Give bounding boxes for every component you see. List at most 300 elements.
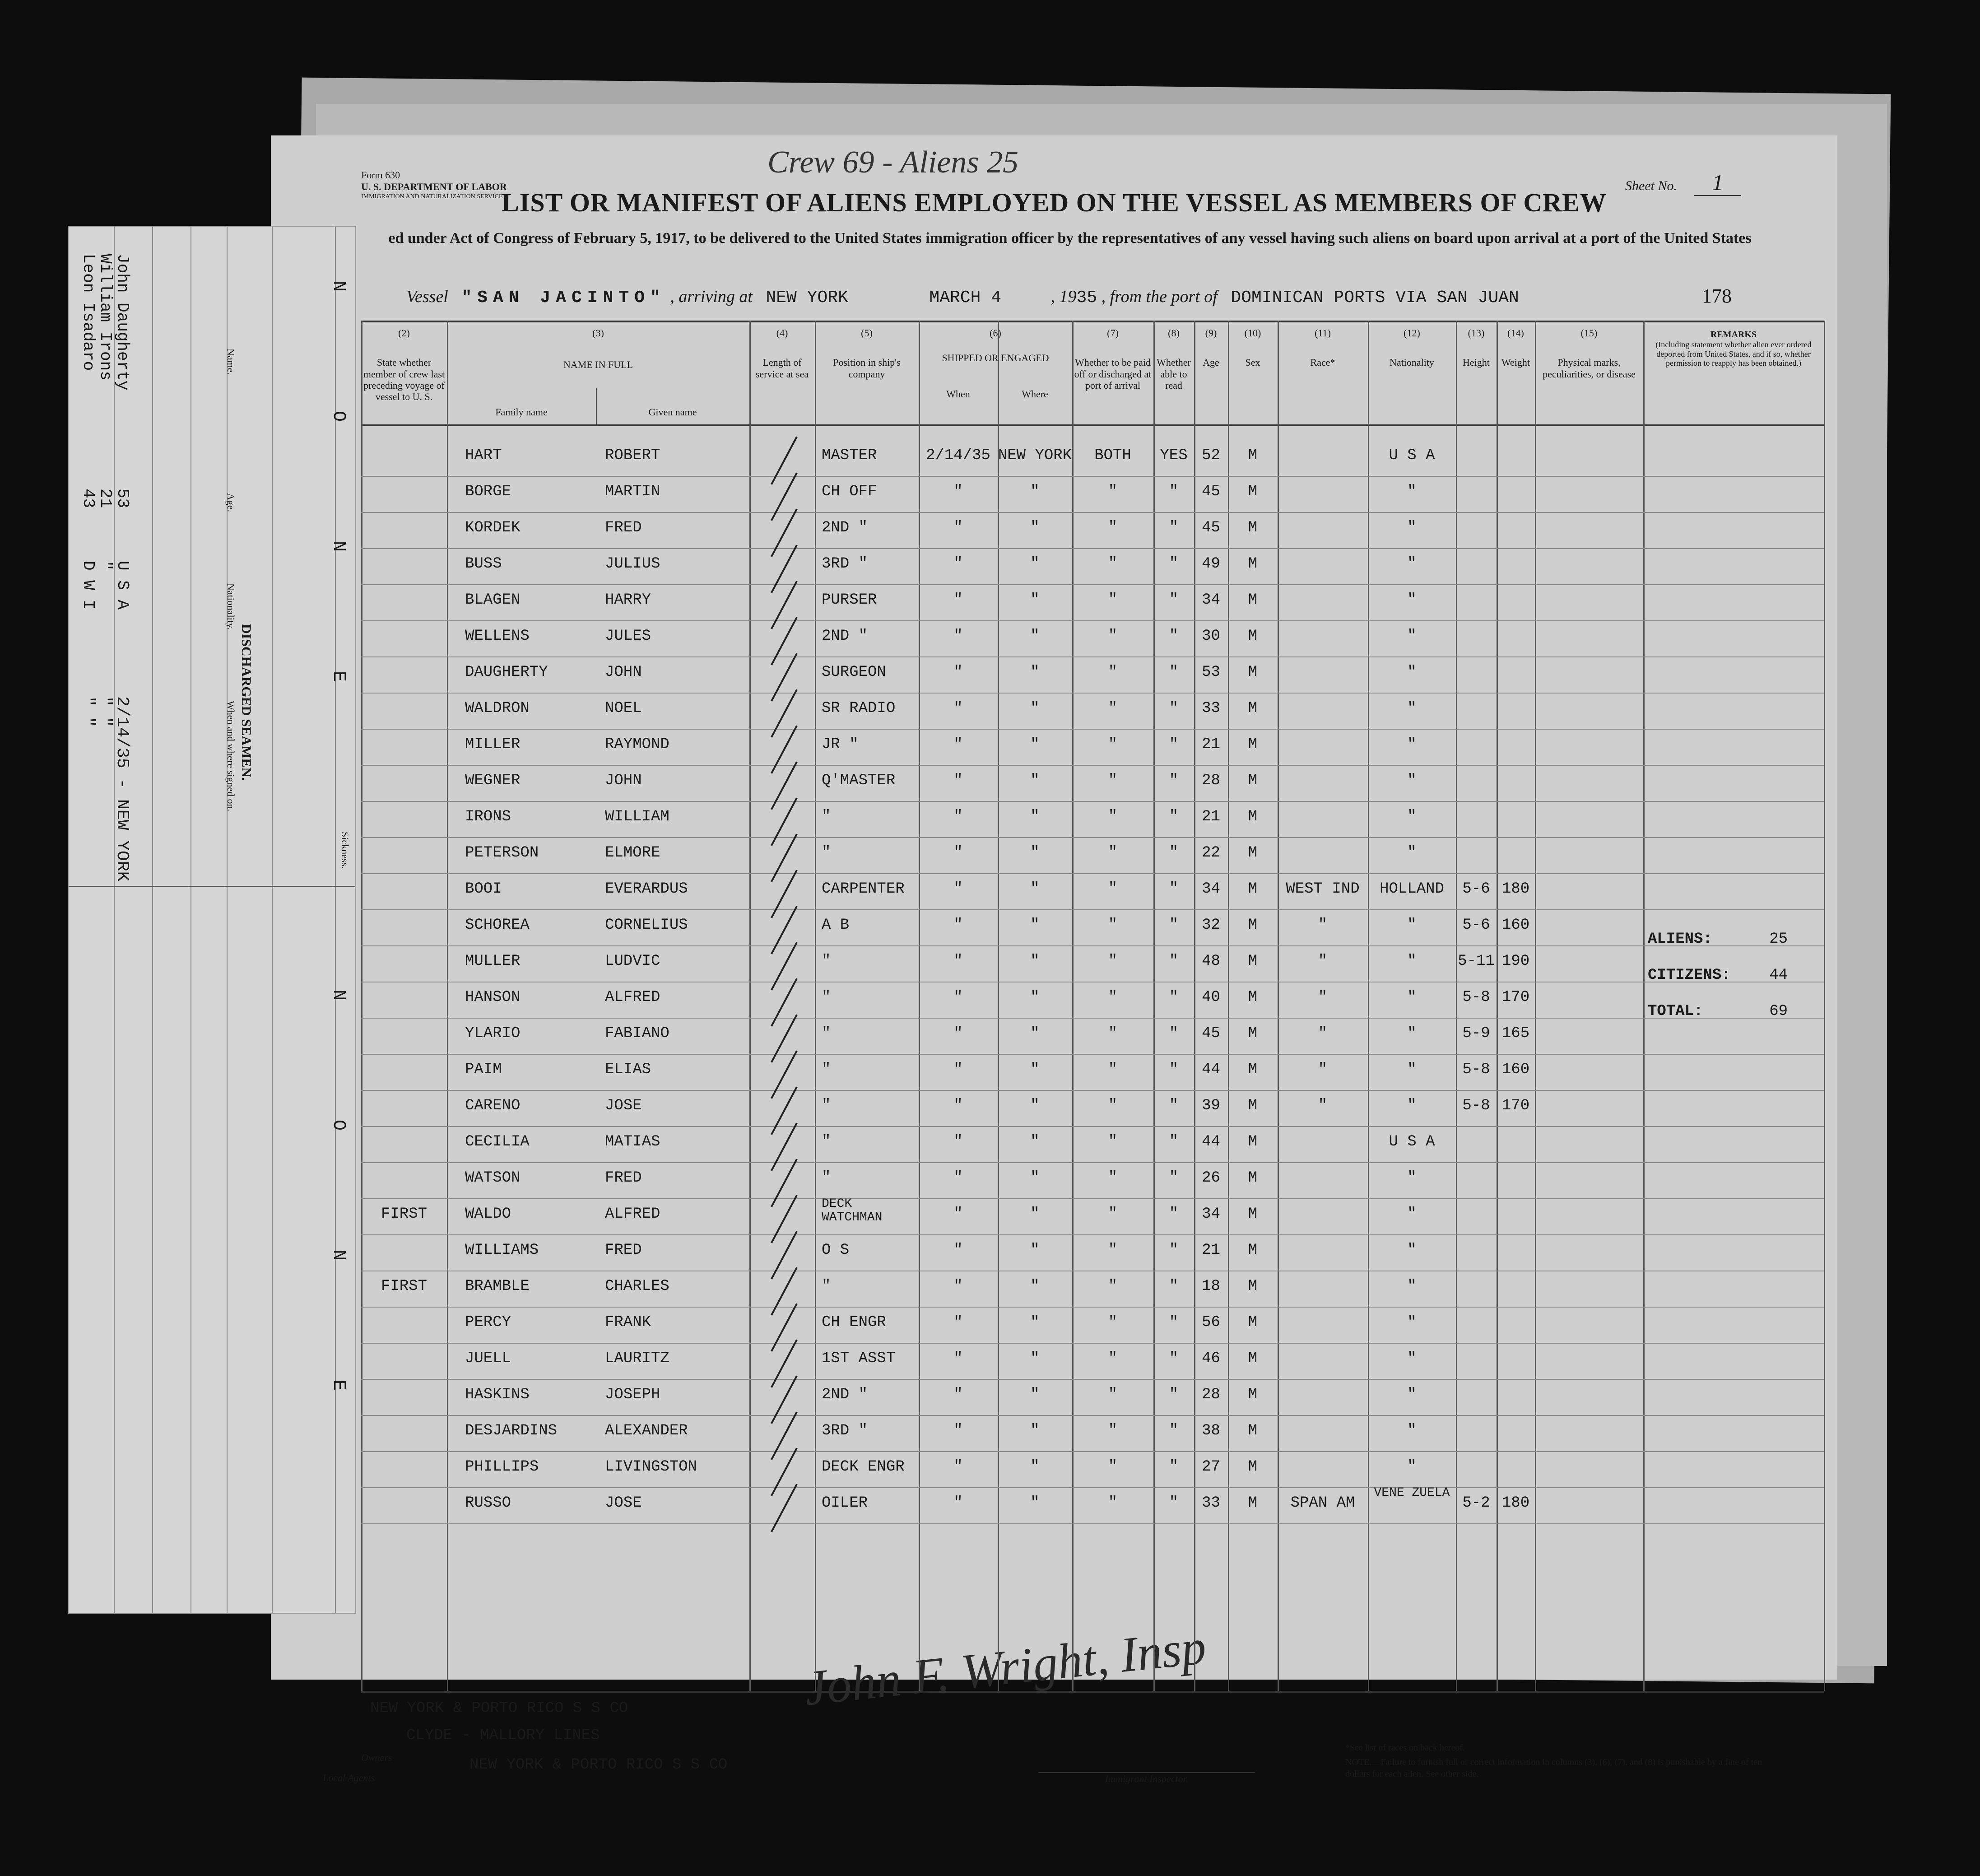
column-number: (15): [1580, 327, 1598, 339]
cell-position: ": [822, 808, 831, 825]
column-label: SHIPPED OR ENGAGED: [942, 352, 1049, 364]
remarks-header: [1645, 330, 1822, 368]
cell-nat: VENE ZUELA: [1374, 1486, 1450, 1500]
slip-rule: [152, 227, 153, 1613]
cell-when: ": [953, 989, 963, 1006]
row-rule: [361, 1126, 1824, 1127]
cell-given: JULES: [605, 628, 651, 645]
cell-read: ": [1169, 880, 1179, 898]
cell-given: FRED: [605, 1242, 642, 1259]
cell-where: ": [1030, 808, 1040, 825]
column-number: (8): [1168, 327, 1180, 339]
inspector-signature: John F. Wright, Insp: [802, 1619, 1209, 1716]
cell-nat: ": [1407, 736, 1417, 753]
cell-read: ": [1169, 1458, 1179, 1476]
cell-paid: ": [1108, 1314, 1118, 1331]
cell-paid: ": [1108, 1025, 1118, 1042]
company-2: CLYDE - MALLORY LINES: [406, 1727, 600, 1744]
cell-paid: ": [1108, 808, 1118, 825]
cell-family: BORGE: [465, 483, 511, 500]
row-rule: [361, 476, 1824, 477]
arrival-port: NEW YORK: [766, 288, 848, 307]
cell-when: ": [953, 880, 963, 898]
row-rule: [361, 512, 1824, 513]
header-rule: [361, 321, 1824, 322]
cell-sex: M: [1248, 1278, 1258, 1295]
cell-nat: ": [1407, 772, 1417, 789]
row-rule: [361, 1018, 1824, 1019]
column-label: Sex: [1245, 357, 1260, 368]
c13-header: [1458, 327, 1495, 368]
cell-where: ": [1030, 1422, 1040, 1439]
company-1: NEW YORK & PORTO RICO S S CO: [370, 1700, 628, 1717]
cell-read: ": [1169, 1494, 1179, 1512]
column-label: State whether member of crew last preceding voyage of vessel to U. S.: [363, 357, 445, 403]
row-rule: [361, 1234, 1824, 1235]
cell-race: SPAN AM: [1290, 1494, 1355, 1512]
cell-position: ": [822, 844, 831, 861]
cell-read: ": [1169, 1314, 1179, 1331]
cell-race: ": [1318, 1025, 1328, 1042]
cell-paid: ": [1108, 736, 1118, 753]
cell-nat: ": [1407, 1061, 1417, 1078]
cell-when: ": [953, 1386, 963, 1403]
cell-family: DAUGHERTY: [465, 664, 548, 681]
cell-age: 48: [1202, 953, 1220, 970]
cell-given: LIVINGSTON: [605, 1458, 697, 1476]
department: U. S. DEPARTMENT OF LABOR: [361, 181, 507, 193]
cell-nat: ": [1407, 1278, 1417, 1295]
cell-given: EVERARDUS: [605, 880, 688, 898]
slip-entry-age: 53: [113, 489, 132, 508]
row-rule: [361, 945, 1824, 946]
cell-read: ": [1169, 1025, 1179, 1042]
column-number: (11): [1315, 327, 1331, 339]
c10-header: [1230, 327, 1276, 368]
cell-where: ": [1030, 1458, 1040, 1476]
cell-age: 34: [1202, 880, 1220, 898]
cell-family: BOOI: [465, 880, 502, 898]
c2-header: [363, 327, 445, 402]
cell-paid: ": [1108, 1133, 1118, 1150]
cell-sex: M: [1248, 555, 1258, 573]
cell-age: 32: [1202, 917, 1220, 934]
cell-age: 44: [1202, 1061, 1220, 1078]
cell-family: HART: [465, 447, 502, 464]
form-number: Form 630: [361, 169, 400, 181]
column-rule: [1824, 321, 1825, 1691]
cell-where: ": [1030, 1494, 1040, 1512]
cell-position: DECK WATCHMAN: [822, 1197, 883, 1224]
c7-header: [1074, 327, 1152, 391]
column-number: (6): [990, 327, 1001, 339]
cell-paid: ": [1108, 483, 1118, 500]
cell-read: YES: [1160, 447, 1188, 464]
cell-family: CECILIA: [465, 1133, 530, 1150]
cell-position: CARPENTER: [822, 880, 905, 898]
cell-family: BRAMBLE: [465, 1278, 530, 1295]
cell-when: ": [953, 1350, 963, 1367]
cell-where: ": [1030, 1350, 1040, 1367]
column-rule: [749, 321, 751, 1691]
departure-port: DOMINICAN PORTS VIA SAN JUAN: [1231, 288, 1519, 307]
cell-family: IRONS: [465, 808, 511, 825]
cell-family: WATSON: [465, 1169, 521, 1187]
cell-read: ": [1169, 628, 1179, 645]
cell-nat: U S A: [1389, 447, 1435, 464]
cell-family: BLAGEN: [465, 591, 521, 609]
slip-none-lower: N O N E: [328, 990, 349, 1445]
cell-sex: M: [1248, 519, 1258, 536]
cell-prev: FIRST: [381, 1206, 428, 1223]
cell-read: ": [1169, 700, 1179, 717]
cell-position: ": [822, 953, 831, 970]
cell-height: 5-8: [1462, 1061, 1490, 1078]
cell-position: ": [822, 1278, 831, 1295]
cell-position: OILER: [822, 1494, 868, 1512]
cell-where: ": [1030, 1133, 1040, 1150]
cell-position: 2ND ": [822, 628, 868, 645]
cell-paid: ": [1108, 1097, 1118, 1114]
cell-race: ": [1318, 1061, 1328, 1078]
cell-family: PAIM: [465, 1061, 502, 1078]
cell-age: 45: [1202, 1025, 1220, 1042]
cell-where: ": [1030, 772, 1040, 789]
shipped-where-header: Where: [1022, 388, 1048, 400]
cell-when: ": [953, 953, 963, 970]
cell-position: SURGEON: [822, 664, 886, 681]
column-label: Length of service at sea: [755, 357, 809, 380]
cell-nat: ": [1407, 808, 1417, 825]
slip-rule: [272, 227, 273, 1613]
cell-read: ": [1169, 1169, 1179, 1187]
cell-height: 5-6: [1462, 917, 1490, 934]
cell-nat: U S A: [1389, 1133, 1435, 1150]
slip-col-name: Name.: [225, 349, 237, 375]
cell-position: A B: [822, 917, 850, 934]
cell-when: ": [953, 1061, 963, 1078]
cell-age: 30: [1202, 628, 1220, 645]
cell-given: WILLIAM: [605, 808, 669, 825]
cell-position: ": [822, 1097, 831, 1114]
cell-sex: M: [1248, 808, 1258, 825]
cell-when: ": [953, 1097, 963, 1114]
cell-read: ": [1169, 1061, 1179, 1078]
cell-nat: ": [1407, 1386, 1417, 1403]
cell-position: DECK ENGR: [822, 1458, 905, 1476]
cell-read: ": [1169, 1278, 1179, 1295]
cell-nat: ": [1407, 1458, 1417, 1476]
cell-age: 28: [1202, 772, 1220, 789]
cell-paid: ": [1108, 953, 1118, 970]
cell-sex: M: [1248, 1458, 1258, 1476]
cell-family: WILLIAMS: [465, 1242, 539, 1259]
cell-when: 2/14/35: [926, 447, 990, 464]
arriving-label: , arriving at: [670, 287, 753, 306]
cell-given: ELIAS: [605, 1061, 651, 1078]
cell-age: 38: [1202, 1422, 1220, 1439]
cell-nat: ": [1407, 628, 1417, 645]
cell-sex: M: [1248, 700, 1258, 717]
cell-sex: M: [1248, 628, 1258, 645]
cell-height: 5-6: [1462, 880, 1490, 898]
cell-sex: M: [1248, 1206, 1258, 1223]
cell-nat: ": [1407, 917, 1417, 934]
cell-sex: M: [1248, 1314, 1258, 1331]
cell-age: 44: [1202, 1133, 1220, 1150]
cell-nat: ": [1407, 1242, 1417, 1259]
cell-paid: ": [1108, 989, 1118, 1006]
column-number: (7): [1107, 327, 1119, 339]
row-rule: [361, 656, 1824, 657]
c14-header: [1498, 327, 1533, 368]
cell-when: ": [953, 808, 963, 825]
slip-rule: [114, 227, 115, 1613]
cell-paid: ": [1108, 1242, 1118, 1259]
cell-where: ": [1030, 844, 1040, 861]
cell-weight: 180: [1501, 880, 1530, 898]
cell-position: JR ": [822, 736, 859, 753]
grand-total: TOTAL: 69: [1648, 1003, 1788, 1020]
cell-where: ": [1030, 664, 1040, 681]
cell-where: ": [1030, 1386, 1040, 1403]
column-number: (2): [398, 327, 410, 339]
vessel-label: Vessel: [406, 287, 448, 306]
cell-sex: M: [1248, 1061, 1258, 1078]
cell-where: ": [1030, 1097, 1040, 1114]
cell-when: ": [953, 1422, 963, 1439]
cell-read: ": [1169, 1386, 1179, 1403]
cell-position: ": [822, 989, 831, 1006]
cell-family: PERCY: [465, 1314, 511, 1331]
cell-family: WEGNER: [465, 772, 521, 789]
c12-header: [1370, 327, 1454, 368]
cell-when: ": [953, 1494, 963, 1512]
cell-given: CORNELIUS: [605, 917, 688, 934]
cell-read: ": [1169, 519, 1179, 536]
cell-age: 34: [1202, 1206, 1220, 1223]
row-rule: [361, 1379, 1824, 1380]
row-rule: [361, 765, 1824, 766]
row-rule: [361, 729, 1824, 730]
cell-when: ": [953, 1025, 963, 1042]
slip-title: DISCHARGED SEAMEN.: [239, 624, 254, 781]
cell-paid: ": [1108, 700, 1118, 717]
cell-position: PURSER: [822, 591, 877, 609]
cell-paid: ": [1108, 1169, 1118, 1187]
column-number: (14): [1507, 327, 1524, 339]
column-number: (3): [592, 327, 604, 339]
cell-position: ": [822, 1133, 831, 1150]
cell-position: ": [822, 1025, 831, 1042]
column-label: Height: [1463, 357, 1490, 368]
cell-read: ": [1169, 772, 1179, 789]
cell-position: MASTER: [822, 447, 877, 464]
cell-paid: ": [1108, 1386, 1118, 1403]
cell-read: ": [1169, 664, 1179, 681]
row-rule: [361, 909, 1824, 910]
cell-sex: M: [1248, 1025, 1258, 1042]
cell-nat: ": [1407, 483, 1417, 500]
cell-given: LUDVIC: [605, 953, 660, 970]
cell-when: ": [953, 555, 963, 573]
cell-where: ": [1030, 591, 1040, 609]
remarks-label: REMARKS: [1710, 330, 1757, 340]
row-rule: [361, 548, 1824, 549]
cell-age: 18: [1202, 1278, 1220, 1295]
cell-family: MULLER: [465, 953, 521, 970]
cell-sex: M: [1248, 880, 1258, 898]
cell-sex: M: [1248, 736, 1258, 753]
c15-header: [1537, 327, 1641, 380]
column-number: (9): [1205, 327, 1217, 339]
cell-read: ": [1169, 591, 1179, 609]
cell-sex: M: [1248, 772, 1258, 789]
cell-sex: M: [1248, 1350, 1258, 1367]
year-prefix: , 19: [1050, 287, 1077, 306]
cell-given: JOSE: [605, 1097, 642, 1114]
cell-when: ": [953, 1278, 963, 1295]
row-rule: [361, 1523, 1824, 1524]
cell-family: MILLER: [465, 736, 521, 753]
cell-given: FABIANO: [605, 1025, 669, 1042]
row-rule: [361, 1198, 1824, 1199]
cell-family: WALDO: [465, 1206, 511, 1223]
slip-divider: [69, 886, 355, 887]
cell-family: CARENO: [465, 1097, 521, 1114]
cell-height: 5-2: [1462, 1494, 1490, 1512]
cell-height: 5-8: [1462, 989, 1490, 1006]
cell-nat: ": [1407, 1097, 1417, 1114]
slip-entry-signed: " ": [78, 696, 98, 727]
cell-paid: ": [1108, 844, 1118, 861]
cell-sex: M: [1248, 483, 1258, 500]
cell-read: ": [1169, 1206, 1179, 1223]
cell-paid: ": [1108, 555, 1118, 573]
cell-read: ": [1169, 844, 1179, 861]
aliens-total: ALIENS: 25: [1648, 931, 1788, 948]
cell-race: ": [1318, 989, 1328, 1006]
cell-position: O S: [822, 1242, 850, 1259]
cell-given: ELMORE: [605, 844, 660, 861]
row-rule: [361, 693, 1824, 694]
row-rule: [361, 584, 1824, 585]
cell-where: ": [1030, 736, 1040, 753]
race-note: *See list of races on back hereof.: [1345, 1743, 1465, 1753]
cell-family: BUSS: [465, 555, 502, 573]
cell-where: ": [1030, 1206, 1040, 1223]
cell-weight: 170: [1501, 1097, 1530, 1114]
cell-given: ALFRED: [605, 1206, 660, 1223]
column-number: (5): [861, 327, 873, 339]
cell-nat: ": [1407, 1422, 1417, 1439]
cell-nat: ": [1407, 844, 1417, 861]
cell-sex: M: [1248, 447, 1258, 464]
cell-where: ": [1030, 1242, 1040, 1259]
cell-race: ": [1318, 953, 1328, 970]
c3-header: [447, 327, 749, 371]
cell-height: 5-8: [1462, 1097, 1490, 1114]
row-rule: [361, 1415, 1824, 1416]
cell-age: 22: [1202, 844, 1220, 861]
column-rule: [815, 321, 816, 1691]
cell-position: CH ENGR: [822, 1314, 886, 1331]
column-label: Age: [1203, 357, 1219, 368]
cell-age: 34: [1202, 591, 1220, 609]
page-number: 178: [1702, 285, 1732, 307]
cell-nat: ": [1407, 591, 1417, 609]
name-given-header: Given name: [648, 406, 697, 418]
cell-family: DESJARDINS: [465, 1422, 558, 1439]
footer-rule: [361, 1691, 1824, 1693]
remarks-detail: (Including statement whether alien ever ordered deported from United States, and if so, whether permission to reapply has been obtained.): [1655, 340, 1812, 368]
cell-paid: BOTH: [1094, 447, 1131, 464]
cell-where: ": [1030, 628, 1040, 645]
cell-where: ": [1030, 555, 1040, 573]
cell-where: ": [1030, 1169, 1040, 1187]
slip-none-upper: N O N E: [328, 281, 349, 736]
cell-when: ": [953, 772, 963, 789]
citizens-total: CITIZENS: 44: [1648, 967, 1788, 984]
row-rule: [361, 1343, 1824, 1344]
cell-height: 5-11: [1458, 953, 1495, 970]
cell-sex: M: [1248, 1494, 1258, 1512]
cell-when: ": [953, 664, 963, 681]
slip-col-when: When and where signed on.: [225, 701, 237, 811]
cell-where: ": [1030, 1061, 1040, 1078]
c8-header: [1155, 327, 1192, 391]
row-rule: [361, 873, 1824, 874]
cell-nat: ": [1407, 1206, 1417, 1223]
cell-given: JOSEPH: [605, 1386, 660, 1403]
cell-age: 21: [1202, 808, 1220, 825]
c11-header: [1279, 327, 1366, 368]
cell-sex: M: [1248, 1386, 1258, 1403]
cell-when: ": [953, 1458, 963, 1476]
cell-paid: ": [1108, 1422, 1118, 1439]
header-rule-bottom: [361, 424, 1824, 426]
cell-sex: M: [1248, 664, 1258, 681]
cell-sex: M: [1248, 1169, 1258, 1187]
cell-position: ": [822, 1061, 831, 1078]
cell-when: ": [953, 628, 963, 645]
cell-sex: M: [1248, 953, 1258, 970]
cell-given: CHARLES: [605, 1278, 669, 1295]
cell-nat: ": [1407, 664, 1417, 681]
cell-sex: M: [1248, 1097, 1258, 1114]
cell-family: PHILLIPS: [465, 1458, 539, 1476]
cell-nat: ": [1407, 1350, 1417, 1367]
cell-position: 3RD ": [822, 555, 868, 573]
cell-where: NEW YORK: [998, 447, 1072, 464]
cell-paid: ": [1108, 519, 1118, 536]
column-rule: [361, 321, 363, 1691]
cell-where: ": [1030, 483, 1040, 500]
cell-sex: M: [1248, 844, 1258, 861]
column-label: Nationality: [1390, 357, 1434, 368]
column-rule: [447, 321, 448, 1691]
cell-weight: 180: [1501, 1494, 1530, 1512]
cell-where: ": [1030, 519, 1040, 536]
discharged-seamen-slip: [68, 226, 356, 1614]
cell-given: HARRY: [605, 591, 651, 609]
cell-weight: 165: [1501, 1025, 1530, 1042]
cell-paid: ": [1108, 772, 1118, 789]
cell-nat: ": [1407, 519, 1417, 536]
cell-where: ": [1030, 1025, 1040, 1042]
cell-when: ": [953, 917, 963, 934]
fine-note: NOTE.—Failure to furnish full or correct information in columns (3), (6), (7), and (8) is punishable by a fine of ten dollars for each alien. See other side.: [1345, 1757, 1762, 1779]
